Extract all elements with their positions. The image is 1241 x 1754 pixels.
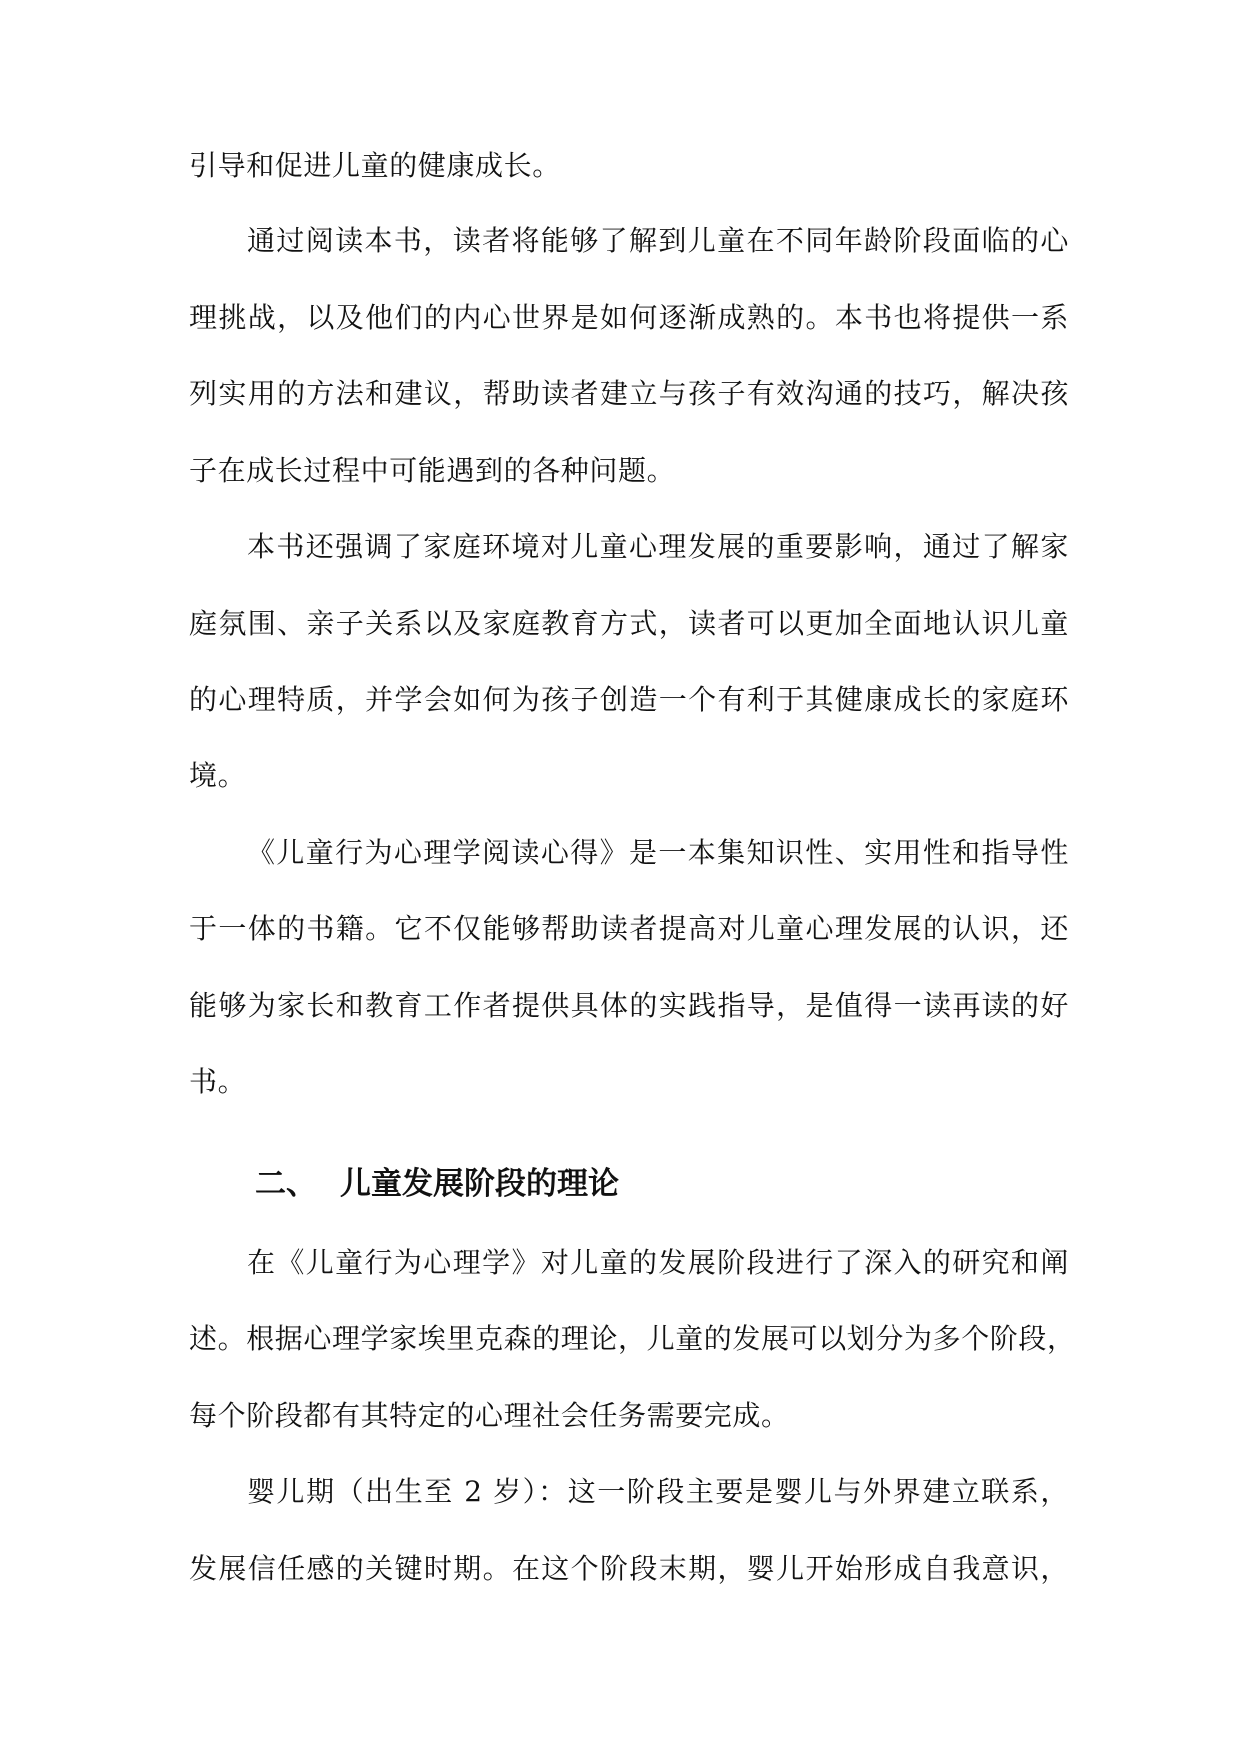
section-heading [255, 1164, 619, 1204]
paragraph-line: 能够为家长和教育工作者提供具体的实践指导，是值得一读再读的好 [189, 989, 1069, 1022]
paragraph-line: 的心理特质，并学会如何为孩子创造一个有利于其健康成长的家庭环 [189, 683, 1069, 716]
paragraph-line: 列实用的方法和建议，帮助读者建立与孩子有效沟通的技巧，解决孩 [189, 377, 1069, 410]
paragraph-line: 在《儿童行为心理学》对儿童的发展阶段进行了深入的研究和阐 [247, 1246, 1069, 1279]
paragraph-line: 庭氛围、亲子关系以及家庭教育方式，读者可以更加全面地认识儿童 [189, 607, 1069, 640]
paragraph-line: 述。根据心理学家埃里克森的理论，儿童的发展可以划分为多个阶段， [189, 1322, 1076, 1355]
paragraph-line: 婴儿期（出生至 2 岁）：这一阶段主要是婴儿与外界建立联系， [247, 1475, 1069, 1508]
section-heading-title: 儿童发展阶段的理论 [340, 1166, 619, 1202]
paragraph-line: 通过阅读本书，读者将能够了解到儿童在不同年龄阶段面临的心 [247, 224, 1069, 257]
paragraph-line: 发展信任感的关键时期。在这个阶段末期，婴儿开始形成自我意识， [189, 1552, 1069, 1585]
paragraph-line: 引导和促进儿童的健康成长。 [189, 149, 561, 182]
paragraph-line: 理挑战，以及他们的内心世界是如何逐渐成熟的。本书也将提供一系 [189, 301, 1069, 334]
paragraph-line: 于一体的书籍。它不仅能够帮助读者提高对儿童心理发展的认识，还 [189, 912, 1069, 945]
paragraph-line: 每个阶段都有其特定的心理社会任务需要完成。 [189, 1399, 790, 1432]
paragraph-line: 本书还强调了家庭环境对儿童心理发展的重要影响，通过了解家 [247, 530, 1069, 563]
paragraph-line: 书。 [189, 1065, 247, 1098]
paragraph-line: 《儿童行为心理学阅读心得》是一本集知识性、实用性和指导性 [247, 836, 1069, 869]
paragraph-line: 子在成长过程中可能遇到的各种问题。 [189, 454, 676, 487]
section-heading-number: 二、 [255, 1166, 317, 1202]
paragraph-line: 境。 [189, 759, 247, 792]
